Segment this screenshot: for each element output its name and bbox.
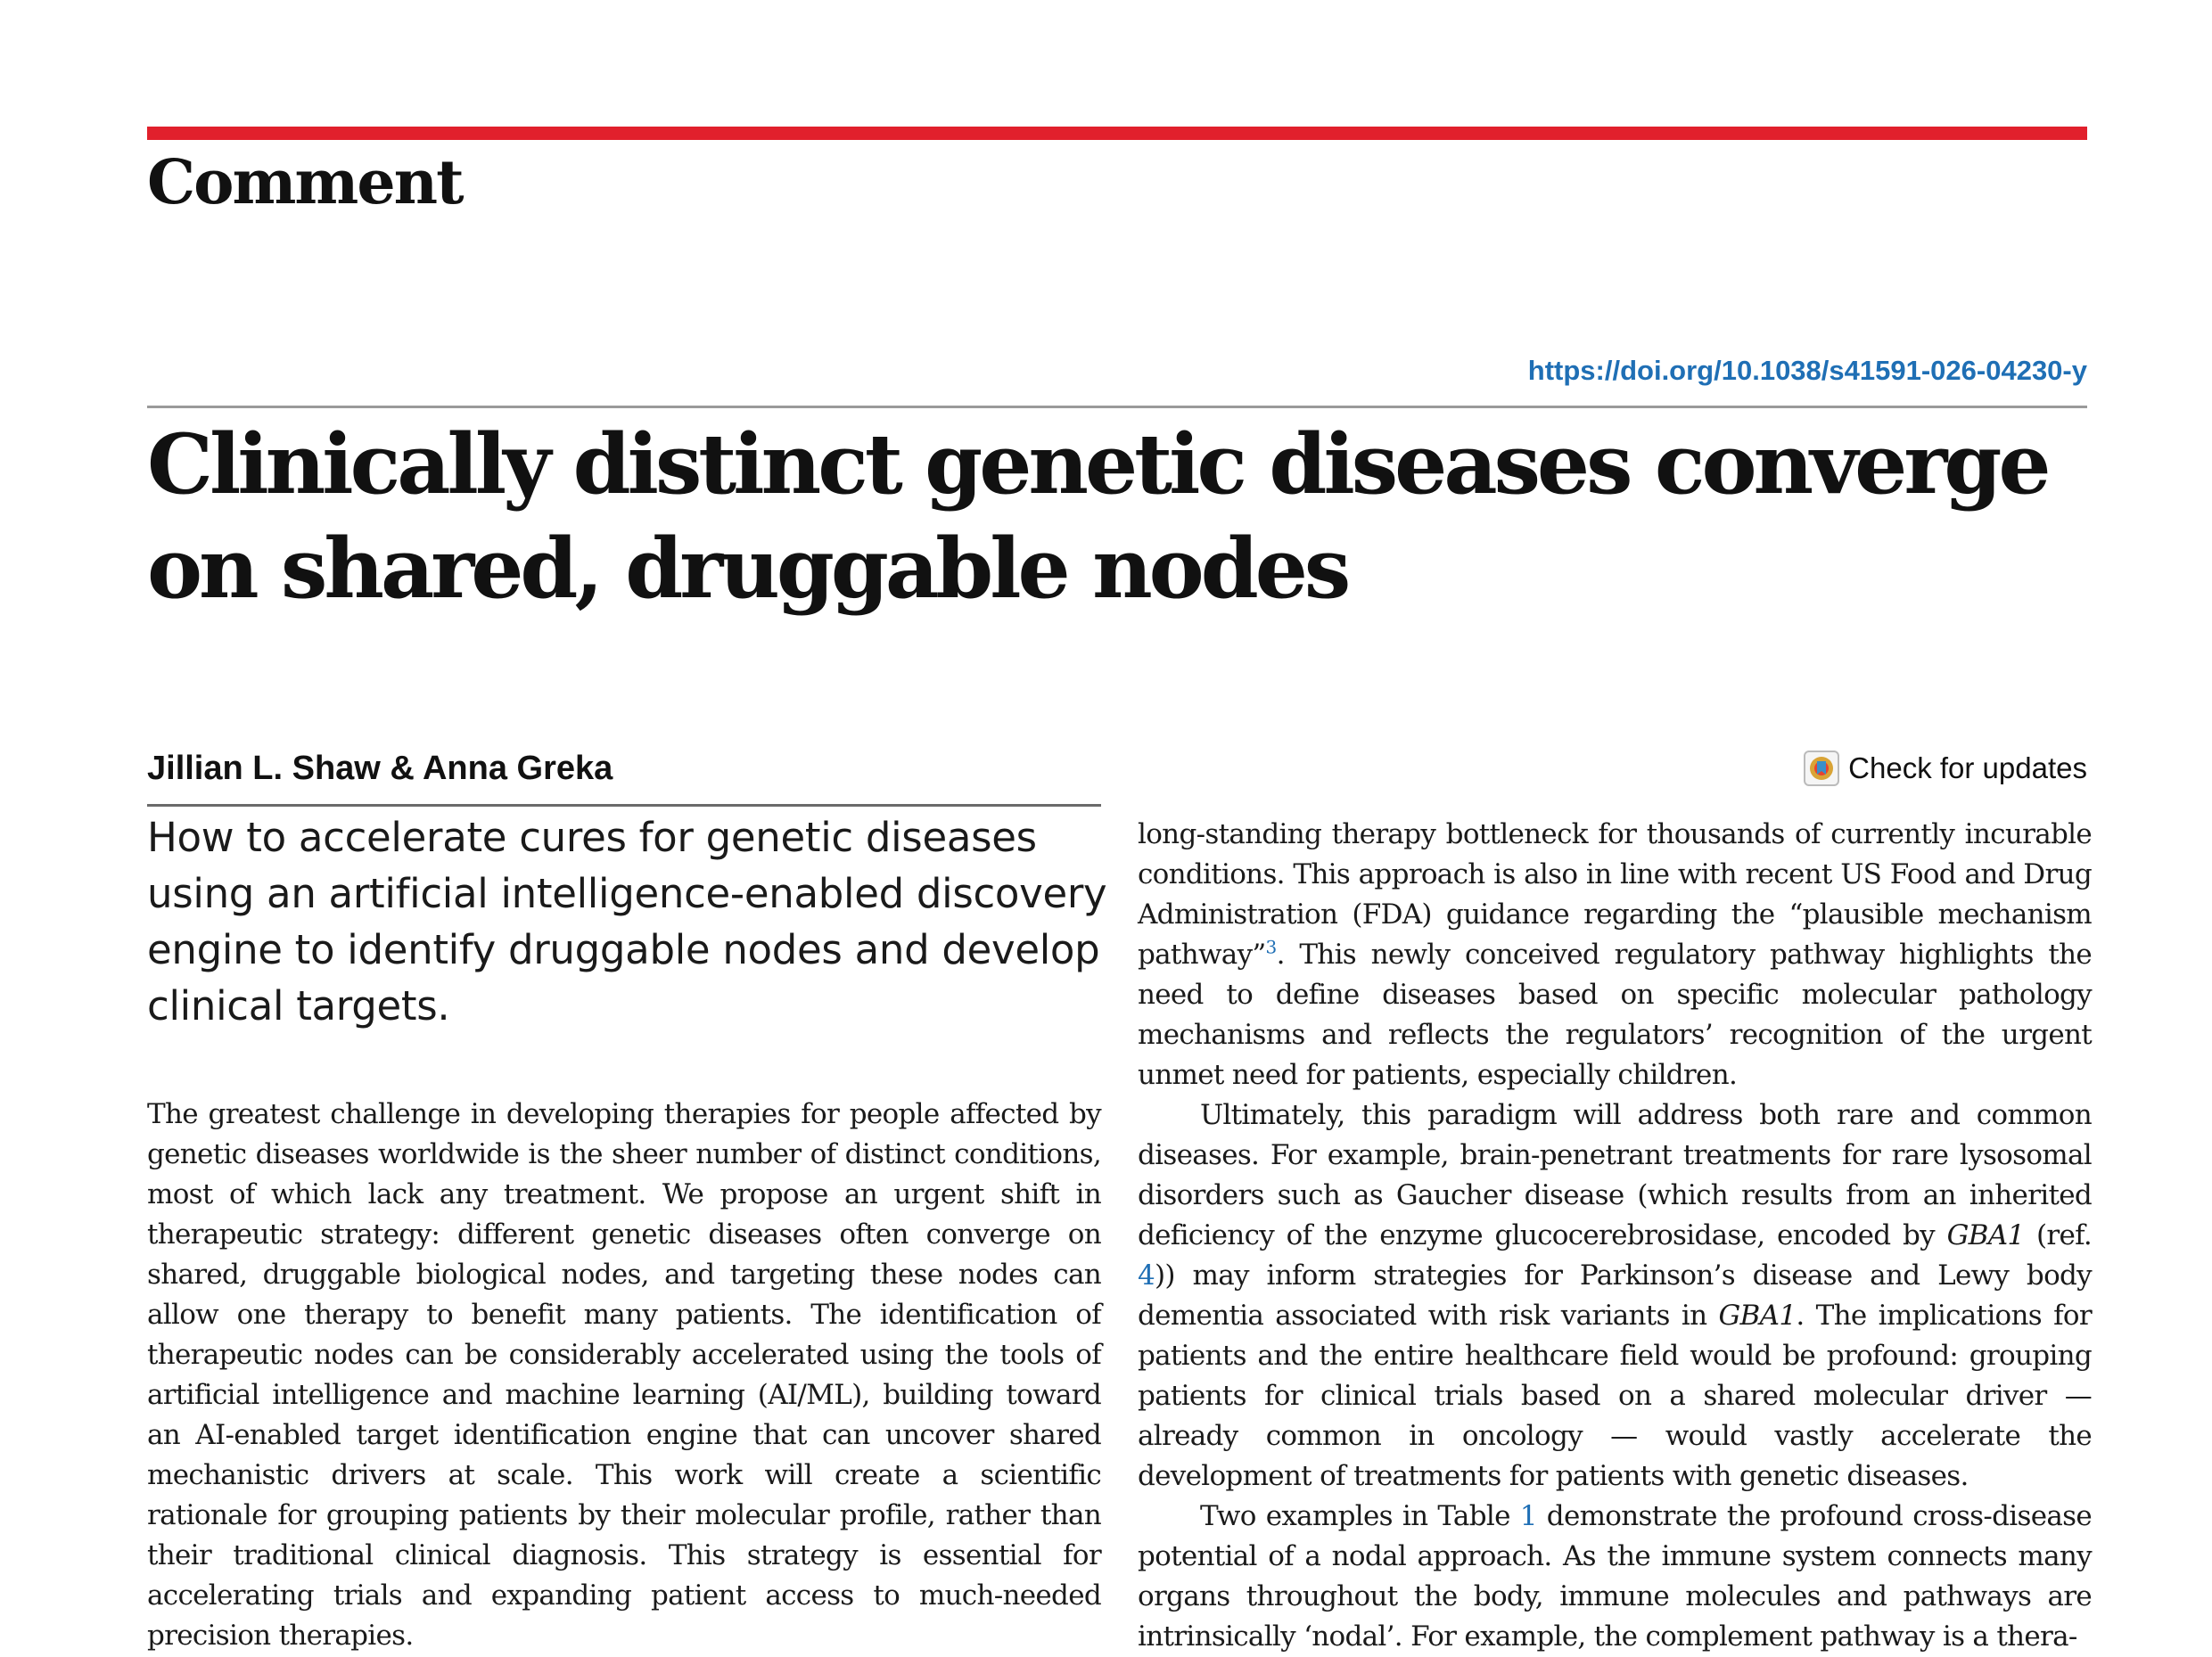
- section-accent-rule: [147, 127, 2087, 140]
- article-title: Clinically distinct genetic diseases converge on shared, druggable nodes: [147, 415, 2048, 617]
- paragraph-text: demonstrate the profound cross-disease potential of a nodal approach. As the immune system connects many organs throughout the body, immune molecules and pathways are intrinsically ‘nodal’. For example, the complement pathway is a thera-: [1138, 1500, 2092, 1653]
- title-divider: [147, 406, 2087, 408]
- section-label: Comment: [147, 147, 463, 218]
- author-list: Jillian L. Shaw & Anna Greka: [147, 750, 613, 787]
- table-reference-link[interactable]: 1: [1519, 1500, 1537, 1532]
- standfirst-divider: [147, 804, 1101, 807]
- doi-link[interactable]: https://doi.org/10.1038/s41591-026-04230-y: [1527, 355, 2087, 386]
- check-for-updates-label: Check for updates: [1848, 751, 2087, 784]
- paragraph-text: long-standing therapy bottleneck for thousands of currently incurable conditions. This approach is also in line with recent US Food and Drug Administration (FDA) guidance regarding the “plausible mechanism pathway”: [1138, 818, 2092, 971]
- gene-name: GBA1: [1946, 1219, 2025, 1251]
- paragraph-text: . The implications for patients and the entire healthcare field would be profound: grouping patients for clinical trials based on a shared molecular driver — already common in oncology — would vastly accelerate the development of treatments for patients with genetic diseases.: [1138, 1300, 2092, 1492]
- paragraph-text: )) may inform strategies for Parkinson’s disease and Lewy body dementia associated with risk variants in: [1138, 1259, 2092, 1332]
- paragraph-text: Two examples in Table: [1200, 1500, 1520, 1532]
- check-for-updates-button[interactable]: [1804, 749, 2087, 788]
- body-paragraph: [1138, 815, 2092, 1095]
- gene-name: GBA1: [1718, 1300, 1797, 1332]
- reference-link[interactable]: 3: [1265, 936, 1277, 958]
- body-column-left: [147, 1095, 1101, 1656]
- reference-link[interactable]: 4: [1138, 1259, 1155, 1292]
- crossmark-icon: [1804, 751, 1839, 786]
- standfirst: How to accelerate cures for genetic diseases using an artificial intelligence-enabled discovery engine to identify druggable nodes and develop clinical targets.: [147, 814, 1107, 1029]
- body-paragraph: The greatest challenge in developing therapies for people affected by genetic diseases worldwide is the sheer number of distinct conditions, most of which lack any treatment. We propose an urgent shift in therapeutic strategy: different genetic diseases often converge on shared, druggable biological nodes, and targeting these nodes can allow one therapy to benefit many patients. The identification of therapeutic nodes can be considerably accelerated using the tools of artificial intelligence and machine learning (AI/ML), building toward an AI-enabled target identification engine that can uncover shared mechanistic drivers at scale. This work will create a scientific rationale for grouping patients by their molecular profile, rather than their traditional clinical diagnosis. This strategy is essential for accelerating trials and expanding patient access to much-needed precision therapies.: [147, 1098, 1101, 1652]
- body-paragraph: [1138, 1095, 2092, 1497]
- body-paragraph: [1138, 1497, 2092, 1657]
- paragraph-text: Ultimately, this paradigm will address both rare and common diseases. For example, brain-penetrant treatments for rare lysosomal disorders such as Gaucher disease (which results from an inherited deficiency of the enzyme glucocerebrosidase, encoded by: [1138, 1099, 2092, 1251]
- body-column-right: [1138, 815, 2092, 1657]
- paragraph-text: . This newly conceived regulatory pathway highlights the need to define diseases based on specific molecular pathology mechanisms and reflects the regulators’ recognition of the urgent unmet need for patients, especially children.: [1138, 939, 2092, 1091]
- paragraph-text: (ref.: [2024, 1219, 2093, 1251]
